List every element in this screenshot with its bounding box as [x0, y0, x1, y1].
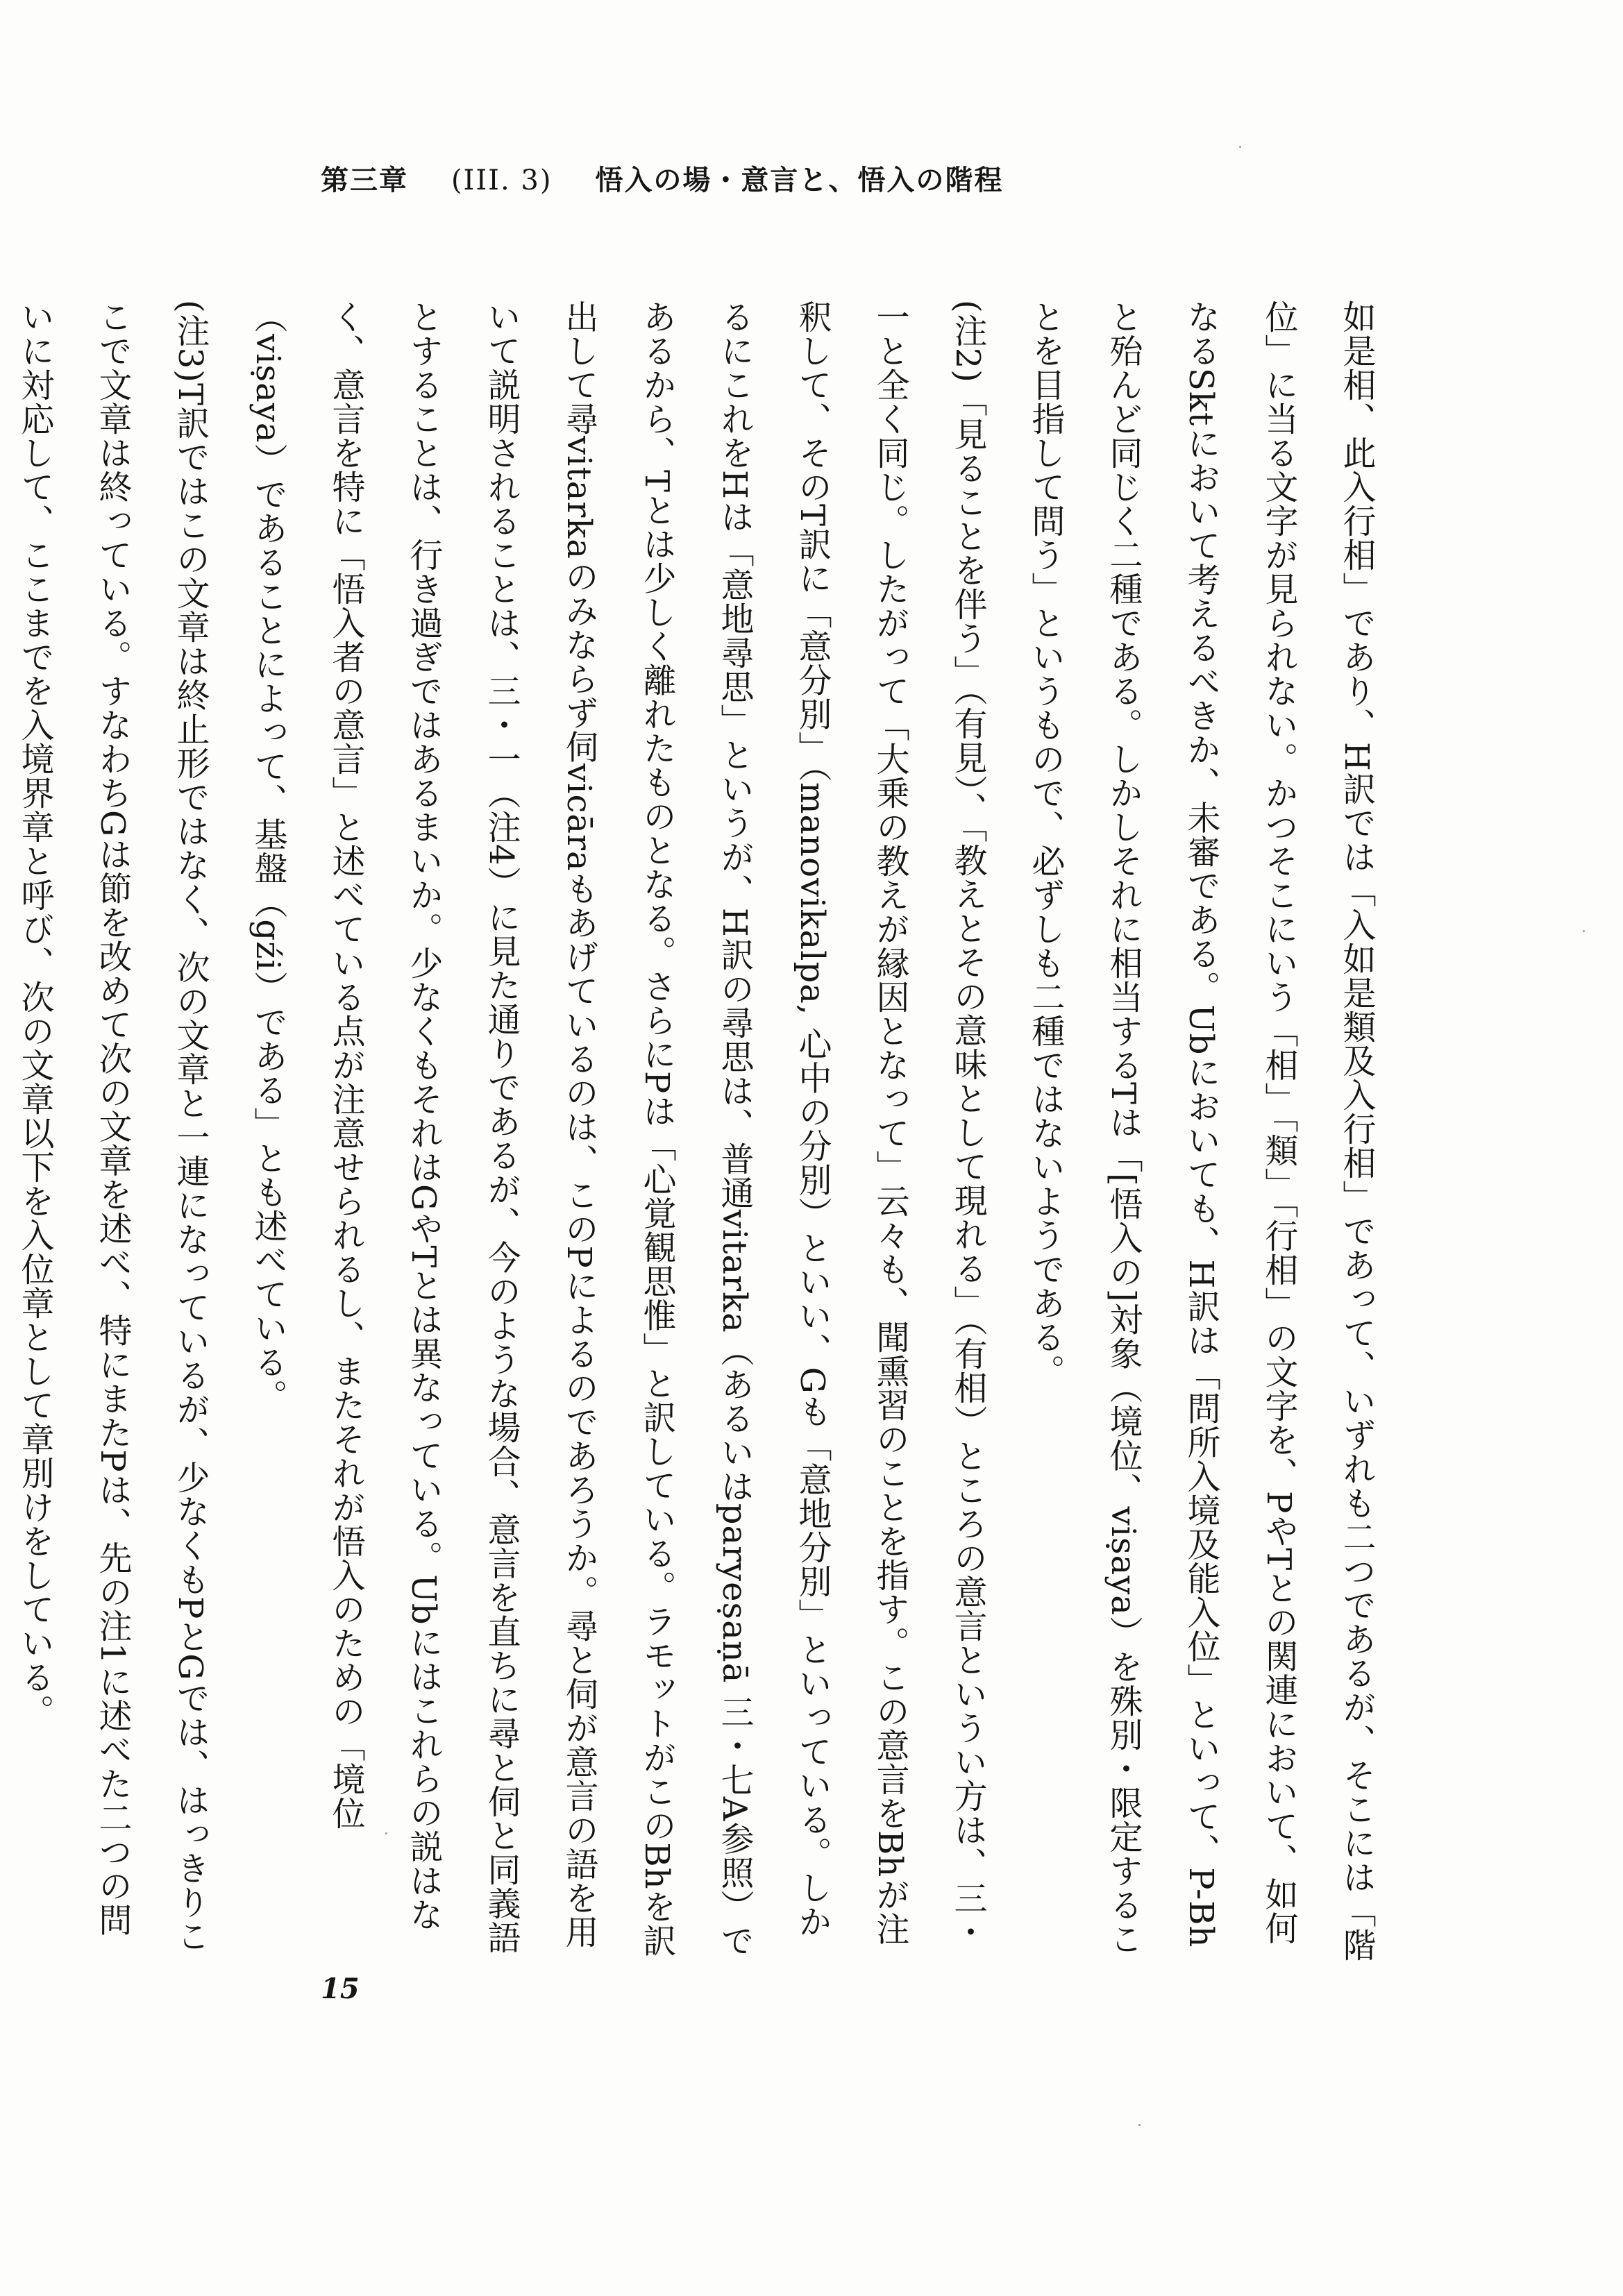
- paragraph-continuation: 如是相、此入行相」であり、H訳では「入如是類及入行相」であって、いずれも二つであるが、そこには「階位」に当る文字が見られない。かつそこにいう「相」「類」「行相」の文字を、PやTとの関連において、如何なるSktにおいて考えるべきか、未審である。Ubにおいても、H訳は「問所入境及能入位」といって、P-Bhと殆んど同じく二種である。しかしそれに相当するTは「[悟入の]対象（境位、viṣaya）を殊別・限定することを目指して問う」というもので、必ずしも二種ではないようである。: [1026, 300, 1376, 1962]
- running-header: [321, 158, 1003, 198]
- section-number: (III. 3): [451, 164, 553, 196]
- paragraph-note-3: (注3)T訳ではこの文章は終止形ではなく、次の文章と一連になっているが、少なくもPとGでは、はっきりここで文章は終っている。すなわちGは節を改めて次の文章を述べ、特にまたPは、先の注1に述べた二つの問いに対応して、ここまでを入境界章と呼び、次の文章以下を入位章として章別けをしている。: [15, 300, 210, 1953]
- paper-speck: [1583, 930, 1585, 932]
- paper-speck: [1239, 146, 1241, 148]
- page-number: 15: [321, 1973, 360, 2005]
- paper-speck: [385, 1832, 387, 1834]
- chapter-label: 第三章: [321, 164, 408, 196]
- paper-speck: [1138, 2124, 1141, 2126]
- section-title: 悟入の場・意言と、悟入の階程: [595, 164, 1004, 196]
- vertical-body-text: [15, 300, 1395, 1966]
- paragraph-note-2: (注2)「見ることを伴う」（有見）、「教えとその意味として現れる」（有相）ところの意言というい方は、三・一と全く同じ。したがって「大乗の教えが縁因となって」云々も、聞熏習のことを指す。この意言をBhが注釈して、そのT訳に「意分別」（manovikalpa, 心中の分別）といい、Gも「意地分別」といっている。しかるにこれをHは「意地尋思」というが、H訳の尋思は、普通vitarka（あるいはparyeṣaṇā 三・七A参照）であるから、Tとは少しく離れたものとなる。さらにPは「心覚観思惟」と訳している。ラモットがこのBhを訳出して尋vitarkaのみならず伺vicāraもあげているのは、このPによるのであろうか。尋と伺が意言の語を用いて説明されることは、三・一（注4）に見た通りであるが、今のような場合、意言を直ちに尋と伺と同義語とすることは、行き過ぎではあるまいか。少なくもそれはGやTとは異なっている。Ubにはこれらの説はなく、意言を特に「悟入者の意言」と述べている点が注意せられるし、またそれが悟入のための「境位（viṣaya）であることによって、基盤（gźi）である」とも述べている。: [249, 300, 987, 1958]
